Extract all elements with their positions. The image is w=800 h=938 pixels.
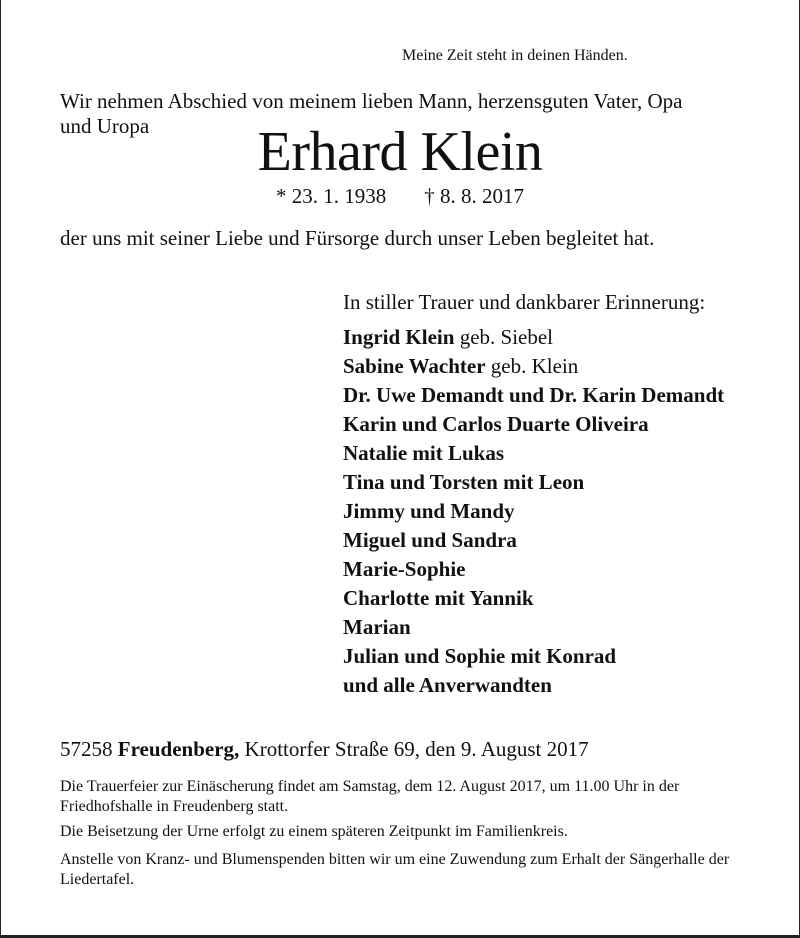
- mourners-list: [343, 323, 724, 700]
- mourner-name: Natalie mit Lukas: [343, 441, 505, 465]
- mourner-entry: [343, 613, 724, 642]
- mourner-entry: [343, 468, 724, 497]
- mourner-suffix: geb. Klein: [485, 354, 579, 378]
- mourner-name: Dr. Uwe Demandt und Dr. Karin Demandt: [343, 383, 725, 407]
- mourner-name: Marian: [343, 615, 411, 639]
- mourner-entry: [343, 352, 724, 381]
- deceased-name: Erhard Klein: [257, 121, 543, 183]
- life-dates: [0, 184, 800, 209]
- mourner-name: Miguel und Sandra: [343, 528, 517, 552]
- mourner-name: Charlotte mit Yannik: [343, 586, 534, 610]
- mourner-name: Tina und Torsten mit Leon: [343, 470, 585, 494]
- donation-note: Anstelle von Kranz- und Blumenspenden bitten wir um eine Zuwendung zum Erhalt der Sängerhalle der Liedertafel.: [60, 851, 730, 888]
- birth-date: * 23. 1. 1938: [276, 184, 387, 208]
- mourner-name: Marie-Sophie: [343, 557, 466, 581]
- address-line: [60, 737, 589, 762]
- mourner-name: Jimmy und Mandy: [343, 499, 515, 523]
- mourner-entry: [343, 671, 724, 700]
- intro-line-2: und Uropa: [60, 114, 150, 138]
- mourner-entry: [343, 526, 724, 555]
- mourner-entry: [343, 584, 724, 613]
- funeral-service-note: Die Trauerfeier zur Einäscherung findet am Samstag, dem 12. August 2017, um 11.00 Uhr in der Friedhofshalle in Freudenberg statt.: [60, 778, 680, 815]
- mourner-entry: [343, 410, 724, 439]
- mourner-suffix: geb. Siebel: [454, 325, 554, 349]
- tribute-text: der uns mit seiner Liebe und Fürsorge durch unser Leben begleitet hat.: [60, 226, 655, 250]
- mourner-name: und alle Anverwandten: [343, 673, 552, 697]
- intro-line-1: Wir nehmen Abschied von meinem lieben Mann, herzensguten Vater, Opa: [60, 89, 683, 113]
- mourner-entry: [343, 642, 724, 671]
- mourner-entry: [343, 381, 724, 410]
- mourner-name: Sabine Wachter: [343, 354, 486, 378]
- street-and-date: Krottorfer Straße 69, den 9. August 2017: [239, 737, 589, 761]
- postal-code: 57258: [60, 737, 118, 761]
- urn-burial-note: Die Beisetzung der Urne erfolgt zu einem späteren Zeitpunkt im Familienkreis.: [60, 823, 568, 840]
- mourners-heading: In stiller Trauer und dankbarer Erinnerung:: [343, 290, 706, 314]
- death-date: † 8. 8. 2017: [424, 184, 524, 208]
- mourner-name: Karin und Carlos Duarte Oliveira: [343, 412, 649, 436]
- mourner-entry: [343, 555, 724, 584]
- mourner-name: Julian und Sophie mit Konrad: [343, 644, 617, 668]
- city: Freudenberg,: [117, 737, 240, 761]
- mourner-entry: [343, 323, 724, 352]
- mourner-name: Ingrid Klein: [343, 325, 455, 349]
- motto-verse: Meine Zeit steht in deinen Händen.: [402, 47, 628, 64]
- mourner-entry: [343, 497, 724, 526]
- mourner-entry: [343, 439, 724, 468]
